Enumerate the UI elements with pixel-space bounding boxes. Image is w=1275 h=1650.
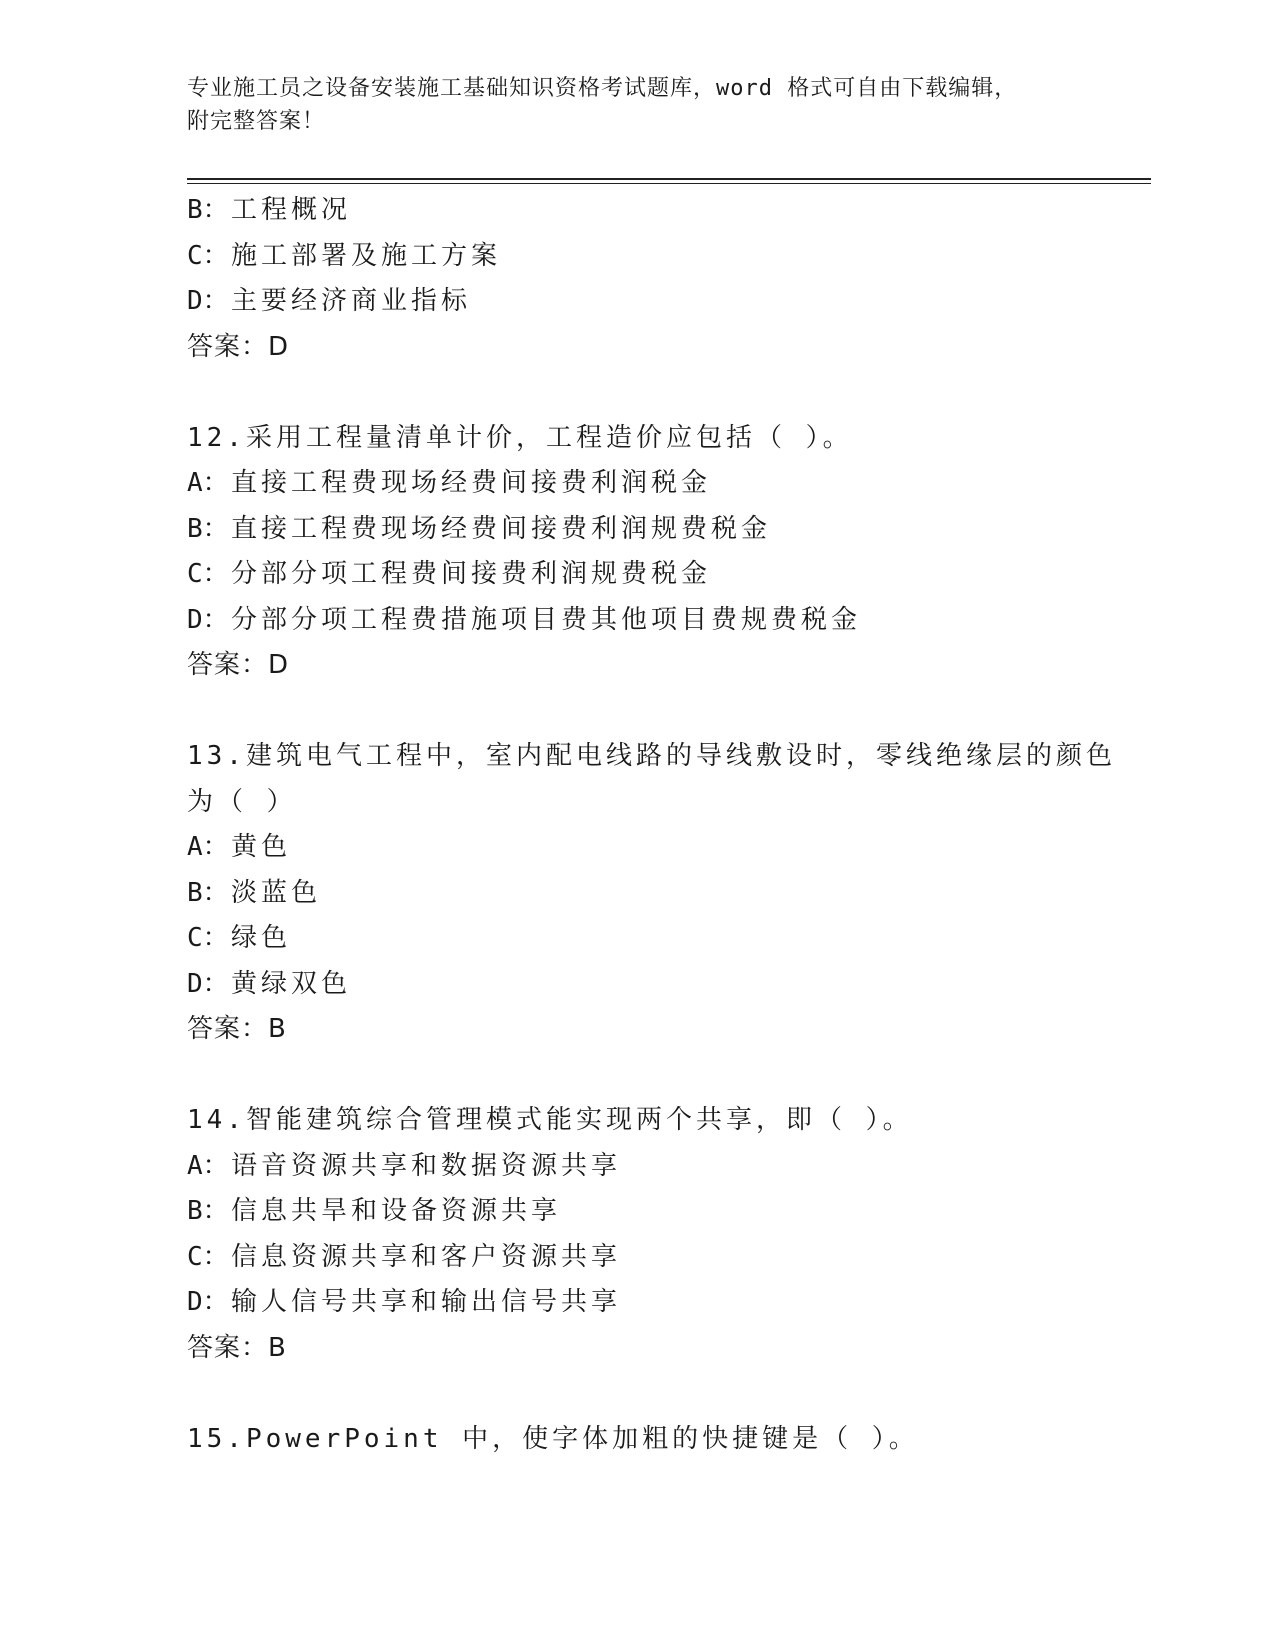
option-b: B：直接工程费现场经费间接费利润规费税金	[187, 513, 772, 544]
question-list	[187, 188, 1116, 1462]
option-d: D：黄绿双色	[187, 968, 352, 999]
question-text-line-1: 13.建筑电气工程中，室内配电线路的导线敷设时，零线绝缘层的颜色	[187, 741, 1116, 771]
option-a: A：黄色	[187, 832, 292, 862]
question-text: 15.PowerPoint 中，使字体加粗的快捷键是（ ）。	[187, 1423, 919, 1454]
document-header	[187, 72, 1067, 138]
question-block-15	[187, 1417, 1107, 1463]
option-d: D：主要经济商业指标	[187, 286, 472, 316]
option-c: C：绿色	[187, 923, 292, 953]
option-b: B：工程概况	[187, 195, 352, 225]
answer-line: 答案：D	[187, 331, 290, 362]
question-text: 12.采用工程量清单计价，工程造价应包括（ ）。	[187, 422, 853, 453]
question-block-11	[187, 188, 1107, 370]
answer-line: 答案：D	[187, 650, 290, 680]
header-line-1: 专业施工员之设备安装施工基础知识资格考试题库，word 格式可自由下载编辑，	[187, 76, 1018, 101]
question-text: 14.智能建筑综合管理模式能实现两个共享，即（ ）。	[187, 1105, 913, 1135]
option-a: A：直接工程费现场经费间接费利润税金	[187, 468, 712, 498]
option-c: C：信息资源共享和客户资源共享	[187, 1241, 622, 1272]
header-divider-thin	[187, 183, 1151, 184]
option-d: D：分部分项工程费措施项目费其他项目费规费税金	[187, 604, 862, 635]
option-b: B：信息共旱和设备资源共享	[187, 1196, 562, 1226]
question-text-line-2: 为（ ）	[187, 786, 297, 817]
header-divider	[187, 178, 1151, 180]
question-block-14	[187, 1098, 1107, 1371]
answer-line: 答案：B	[187, 1014, 287, 1044]
question-block-12	[187, 416, 1107, 689]
option-d: D：输人信号共享和输出信号共享	[187, 1287, 622, 1317]
question-block-13	[187, 734, 1116, 1053]
option-b: B：淡蓝色	[187, 877, 322, 908]
answer-line: 答案：B	[187, 1332, 287, 1363]
option-c: C：施工部署及施工方案	[187, 240, 502, 271]
option-c: C：分部分项工程费间接费利润规费税金	[187, 559, 712, 589]
option-a: A：语音资源共享和数据资源共享	[187, 1150, 622, 1181]
header-line-2: 附完整答案！	[187, 109, 326, 134]
